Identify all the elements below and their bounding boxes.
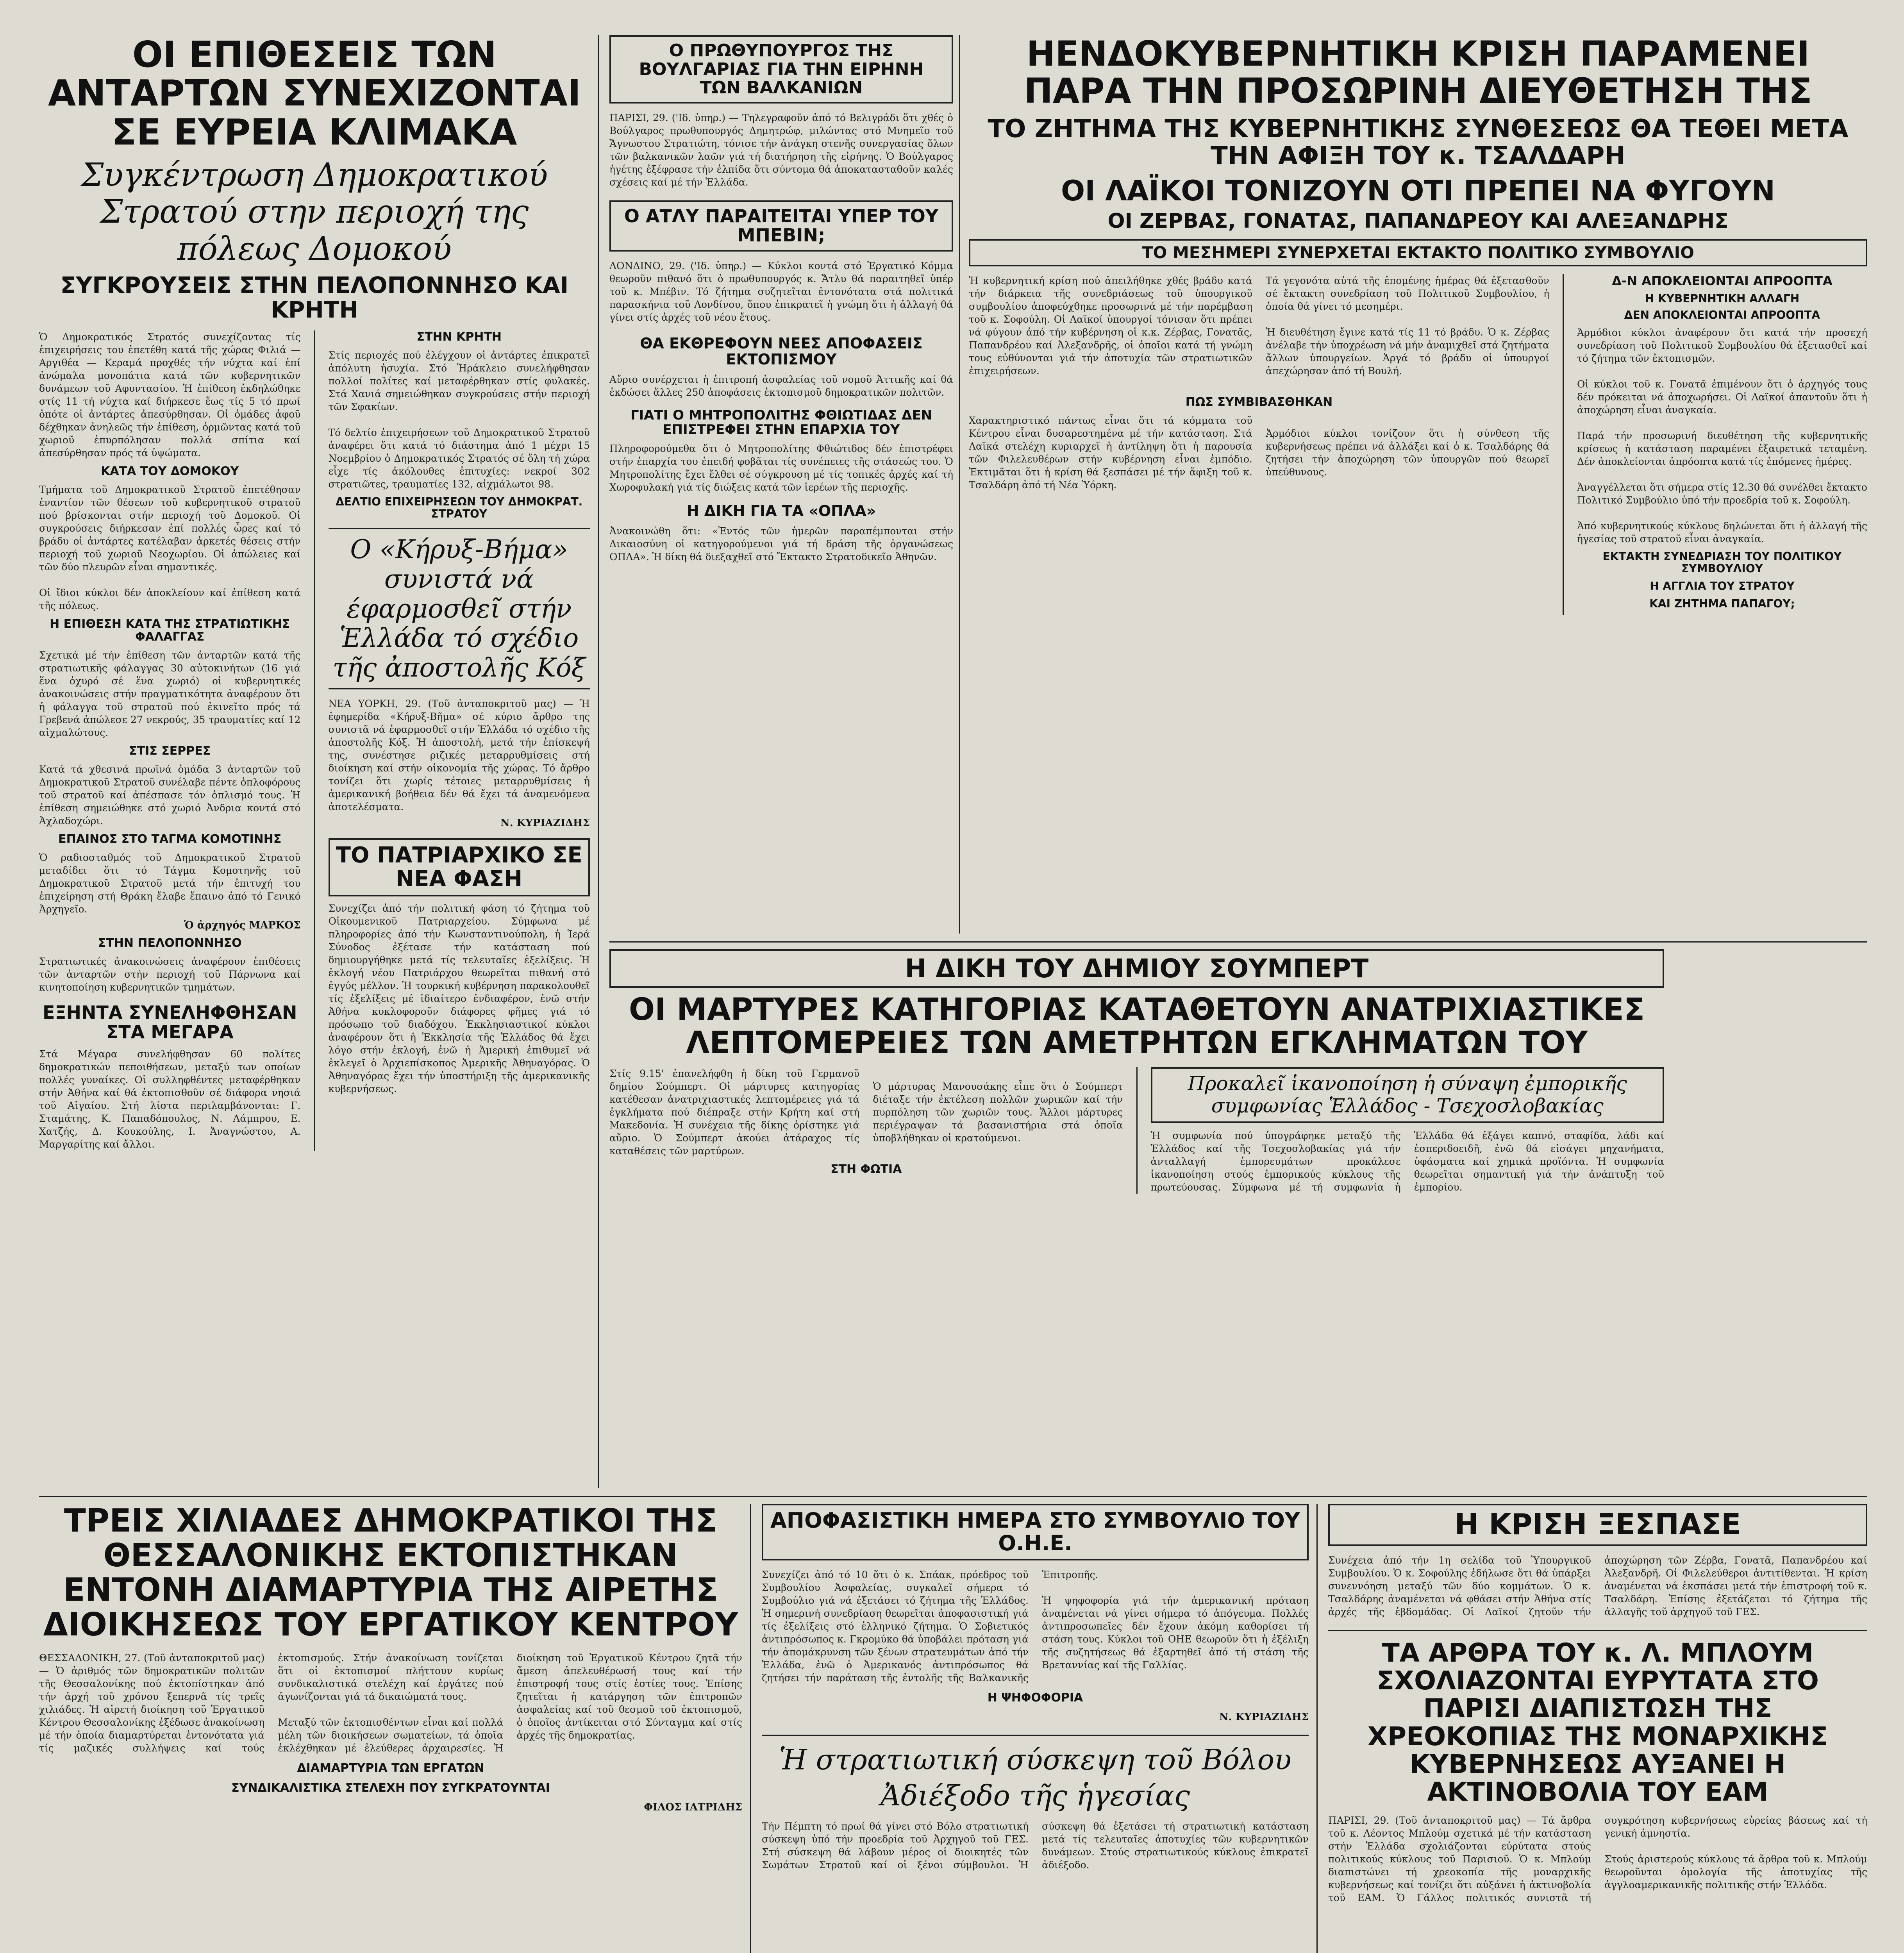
subheadline-trial: ΟΙ ΜΑΡΤΥΡΕΣ ΚΑΤΗΓΟΡΙΑΣ ΚΑΤΑΘΕΤΟΥΝ ΑΝΑΤΡΙΧΙΑΣΤΙΚΕΣ ΛΕΠΤΟΜΕΡΕΙΕΣ ΤΩΝ ΑΜΕΤΡΗΤΩΝ ΕΓΚΛΗΜΑΤΩΝ ΤΟΥ	[629, 992, 1645, 1060]
body-patriarchate: Συνεχίζει ἀπό τήν πολιτική φάση τό ζήτημα τοῦ Οἰκουμενικοῦ Πατριαρχείου. Σύμφωνα μέ πληροφορίες ἀπό τήν Κωνσταντινούπολη, ἡ Ἱερά Σύνοδος ἐξέτασε τήν κατάσταση πού δημιουργήθηκε μετά τίς τελευταῖες ἐξελίξεις. Ἡ ἐκλογή νέου Πατριάρχου θεωρεῖται πιθανή στό ἐγγύς μέλλον. Ἡ τουρκική κυβέρνηση παρακολουθεῖ τίς ἐξελίξεις μέ ἰδιαίτερο ἐνδιαφέρον, ἐνῶ στήν Ἀθήνα κυκλοφοροῦν διάφορες φῆμες γιά τό πρόσωπο τοῦ διαδόχου. Ἐκκλησιαστικοί κύκλοι ἀναφέρουν ὅτι ἡ Ἐκκλησία τῆς Ἑλλάδος θά ἔχει λόγο στήν ἐκλογή, ἐνῶ ἡ Ἀμερική ἐπιθυμεῖ νά ἐκλεγεῖ ὁ Ἀρχιεπίσκοπος Ἀμερικῆς Ἀθηναγόρας. Ὁ Ἀθηναγόρας ἔχει τήν ὑποστήριξη τῆς ἀμερικανικῆς κυβερνήσεως.	[328, 903, 590, 1095]
headline-metropolitan: ΓΙΑΤΙ Ο ΜΗΤΡΟΠΟΛΙΤΗΣ ΦΘΙΩΤΙΔΑΣ ΔΕΝ ΕΠΙΣΤΡΕΦΕΙ ΣΤΗΝ ΕΠΑΡΧΙΑ ΤΟΥ	[630, 407, 932, 437]
headline-trial: Η ΔΙΚΗ ΤΟΥ ΔΗΜΙΟΥ ΣΟΥΜΠΕΡΤ	[609, 949, 1664, 988]
body-crete: Στίς περιοχές πού ἐλέγχουν οἱ ἀντάρτες ἐπικρατεῖ ἀπόλυτη ἡσυχία. Στό Ἡράκλειο συνελήφθησαν πολλοί πολίτες καί μεταφέρθηκαν στίς φυλακές. Στά Χανιά σημειώθηκαν συγκρούσεις στήν περιοχή τῶν Σφακίων. Τό δελτίο ἐπιχειρήσεων τοῦ Δημοκρατικοῦ Στρατοῦ ἀναφέρει ὅτι κατά τό διάστημα ἀπό 1 μέχρι 15 Νοεμβρίου ὁ Δημοκρατικός Στρατός σέ ὅλη τή χώρα εἶχε τίς ἀκόλουθες ἐπιτυχίες: νεκροί 302 στρατιῶτες, τραυματίες 132, αἰχμάλωτοι 98.	[328, 350, 590, 490]
headline-guerrilla: ΟΙ ΕΠΙΘΕΣΕΙΣ ΤΩΝ ΑΝΤΑΡΤΩΝ ΣΥΝΕΧΙΖΟΝΤΑΙ ΣΕ ΕΥΡΕΙΑ ΚΛΙΜΑΚΑ	[48, 35, 581, 153]
subheadline-crisis-2: ΟΙ ΛΑΪΚΟΙ ΤΟΝΙΖΟΥΝ ΟΤΙ ΠΡΕΠΕΙ ΝΑ ΦΥΓΟΥΝ	[1061, 174, 1775, 207]
body-crisis-a: Ἡ κυβερνητική κρίση πού ἀπειλήθηκε χθές βράδυ κατά τήν διάρκεια τῆς συνεδριάσεως τοῦ ὑπουργικοῦ συμβουλίου ἀποφεύχθηκε προσωρινά μέ τήν παρέμβαση τοῦ κ. Σοφούλη. Οἱ Λαϊκοί ὑπουργοί τόνισαν ὅτι πρέπει νά φύγουν ἀπό τήν κυβέρνηση οἱ κ.κ. Ζέρβας, Γονατᾶς, Παπανδρέου καί Ἀλεξανδρῆς, οἱ ὁποῖοι κατά τή γνώμη τους εὐθύνονται γιά τήν ἀποτυχία τῶν στρατιωτικῶν ἐπιχειρήσεων. Τά γεγονότα αὐτά τῆς ἐπομένης ἡμέρας θά ἐξετασθοῦν σέ ἔκτακτη συνεδρίαση τοῦ Πολιτικοῦ Συμβουλίου, ἡ ὁποία θά γίνει τό μεσημέρι. Ἡ διευθέτηση ἔγινε κατά τίς 11 τό βράδυ. Ὁ κ. Ζέρβας ἀνέλαβε τήν ὑποχρέωση νά μήν ἀναμιχθεῖ στά ζητήματα ἄλλων ὑπουργείων. Ἀργά τό βράδυ οἱ ὑπουργοί ἀπεχώρησαν ἀπό τή Βουλή.	[969, 275, 1549, 377]
section-crisis-alt: Η ΚΥΒΕΡΝΗΤΙΚΗ ΑΛΛΑΓΗ	[1645, 292, 1800, 305]
subheadline-guerrilla: Συγκέντρωση Δημοκρατικού Στρατού στην περιοχή της πόλεως Δομοκού	[81, 157, 548, 268]
subheadline-crisis-3: ΟΙ ΖΕΡΒΑΣ, ΓΟΝΑΤΑΣ, ΠΑΠΑΝΔΡΕΟΥ ΚΑΙ ΑΛΕΞΑΝΔΡΗΣ	[1107, 209, 1729, 233]
headline-patriarchate: ΤΟ ΠΑΤΡΙΑΡΧΙΚΟ ΣΕ ΝΕΑ ΦΑΣΗ	[329, 838, 590, 896]
article-guerrilla	[39, 35, 590, 1488]
article-thessaloniki	[39, 1504, 742, 1953]
body-crisis-c: Ἀρμόδιοι κύκλοι ἀναφέρουν ὅτι κατά τήν προσεχή συνεδρίαση τοῦ Πολιτικοῦ Συμβουλίου θά ἐξετασθεῖ καί τό ζήτημα τῶν ἐκτοπισμῶν. Οἱ κύκλοι τοῦ κ. Γονατᾶ ἐπιμένουν ὅτι ὁ ἀρχηγός τους δέν πρόκειται νά ἀποχωρήσει. Οἱ Λαϊκοί ἀπαντοῦν ὅτι ἡ ἀποχώρηση εἶναι ἀναγκαία. Παρά τήν προσωρινή διευθέτηση τῆς κυβερνητικῆς κρίσεως ἡ κατάσταση παραμένει ἐξαιρετικά τεταμένη. Δέν ἀποκλείονται ἀπρόοπτα κατά τίς ἑπόμενες ἡμέρες. Ἀναγγέλλεται ὅτι σήμερα στίς 12.30 θά συνέλθει ἔκτακτο Πολιτικό Συμβούλιο ὑπό τήν προεδρία τοῦ κ. Σοφούλη. Ἀπό κυβερνητικούς κύκλους δηλώνεται ὅτι ἡ ἀλλαγή τῆς ἡγεσίας τοῦ στρατοῦ εἶναι ἀναγκαία.	[1577, 327, 1867, 545]
section-resolution: ΠΩΣ ΣΥΜΒΙΒΑΣΘΗΚΑΝ	[1185, 395, 1333, 409]
body-attlee: ΛΟΝΔΙΝΟ, 29. ('Ιδ. ὑπηρ.) — Κύκλοι κοντά στό Ἐργατικό Κόμμα θεωροῦν πιθανό ὅτι ὁ πρωθυπουργός κ. Ἄτλυ θά παραιτηθεῖ ὑπέρ τοῦ κ. Μπέβιν. Τό ζήτημα συζητεῖται ἐντονότατα στά πολιτικά παρασκήνια τοῦ Λονδίνου, ὅπου ἐπικρατεῖ ἡ γνώμη ὅτι ἡ ἀλλαγή θά γίνει στίς ἀρχές τοῦ νέου ἔτους.	[609, 260, 953, 323]
section-thessaly: Η ΕΠΙΘΕΣΗ ΚΑΤΑ ΤΗΣ ΣΤΡΑΤΙΩΤΙΚΗΣ ΦΑΛΑΓΓΑΣ	[50, 617, 290, 644]
headline-un: ΑΠΟΦΑΣΙΣΤΙΚΗ ΗΜΕΡΑ ΣΤΟ ΣΥΜΒΟΥΛΙΟ ΤΟΥ Ο.Η.Ε.	[762, 1504, 1309, 1560]
body-guerrilla-e: Ὁ ραδιοσταθμός τοῦ Δημοκρατικοῦ Στρατοῦ μεταδίδει ὅτι τό Τάγμα Κομοτηνῆς τοῦ Δημοκρατικοῦ Στρατοῦ μετά τήν ἐπιτυχή του ἐπιχείρηση στή Θράκη ἔλαβε ἔπαινο ἀπό τό Γενικό Ἀρχηγεῖο.	[39, 852, 301, 915]
headline-volos: Ἡ στρατιωτική σύσκεψη τοῦ Βόλου	[779, 1743, 1291, 1776]
section-democratic-report: ΔΕΛΤΙΟ ΕΠΙΧΕΙΡΗΣΕΩΝ ΤΟΥ ΔΗΜΟΚΡΑΤ. ΣΤΡΑΤΟΥ	[336, 495, 583, 521]
section-excluded: ΔΕΝ ΑΠΟΚΛΕΙΟΝΤΑΙ ΑΠΡΟΟΠΤΑ	[1624, 309, 1820, 322]
headline-blum: ΤΑ ΑΡΘΡΑ ΤΟΥ κ. Λ. ΜΠΛΟΥΜ ΣΧΟΛΙΑΖΟΝΤΑΙ ΕΥΡΥΤΑΤΑ ΣΤΟ ΠΑΡΙΣΙ ΔΙΑΠΙΣΤΩΣΗ ΤΗΣ ΧΡΕΟΚΟΠΙΑΣ ΤΗΣ ΜΟΝΑΡΧΙΚΗΣ ΚΥΒΕΡΝΗΣΕΩΣ ΑΥΞΑΝΕΙ Η ΑΚΤΙΝΟΒΟΛΙΑ ΤΟΥ ΕΑΜ	[1367, 1637, 1828, 1807]
section-crete: ΣΤΗΝ ΚΡΗΤΗ	[416, 330, 502, 344]
body-crisis-broke: Συνέχεια ἀπό τήν 1η σελίδα τοῦ Ὑπουργικοῦ Συμβουλίου. Ὁ κ. Σοφούλης ἐδήλωσε ὅτι θά ὑπάρξει συνεννόηση μεταξύ τῶν δύο κομμάτων. Ὁ κ. Τσαλδάρης ἀναμένεται νά φθάσει στήν Ἀθήνα στίς ἀρχές τῆς ἑβδομάδας. Οἱ Λαϊκοί ζητοῦν τήν ἀποχώρηση τῶν Ζέρβα, Γονατᾶ, Παπανδρέου καί Ἀλεξανδρῆ. Οἱ Φιλελεύθεροι ἀντιτίθενται. Ἡ κρίση ἀναμένεται νά ἐκσπάσει μετά τήν ἐπιστροφή τοῦ κ. Τσαλδάρη. Ἐπίσης ἐξετάζεται τό ζήτημα τῆς ἀλλαγῆς τοῦ ἀρχηγοῦ τοῦ ΓΕΣ.	[1328, 1554, 1867, 1617]
section-rule	[39, 1496, 1867, 1497]
column-rule	[598, 35, 599, 1488]
section-komotini: ΕΠΑΙΝΟΣ ΣΤΟ ΤΑΓΜΑ ΚΟΜΟΤΙΝΗΣ	[58, 832, 282, 846]
section-workers: ΔΙΑΜΑΡΤΥΡΙΑ ΤΩΝ ΕΡΓΑΤΩΝ	[297, 1761, 484, 1775]
article-bulgaria	[609, 35, 953, 934]
body-guerrilla-b: Τμήματα τοῦ Δημοκρατικοῦ Στρατοῦ ἐπετέθησαν ἐναντίον τῶν θέσεων τοῦ κυβερνητικοῦ στρατοῦ πού βρίσκονται στήν περιοχή τοῦ Δομοκοῦ. Οἱ συγκρούσεις διήρκεσαν ἐπί πολλές ὧρες καί τό βράδυ οἱ ἀντάρτες κατέλαβαν ἀρκετές θέσεις στήν περιοχή τοῦ χωριοῦ Νεοχωρίου. Οἱ ἀπώλειες καί τῶν δύο πλευρῶν εἶναι σημαντικές. Οἱ ἴδιοι κύκλοι δέν ἀποκλείουν καί ἐπίθεση κατά τῆς πόλεως.	[39, 484, 301, 612]
headline-thessaloniki: ΤΡΕΙΣ ΧΙΛΙΑΔΕΣ ΔΗΜΟΚΡΑΤΙΚΟΙ ΤΗΣ ΘΕΣΣΑΛΟΝΙΚΗΣ ΕΚΤΟΠΙΣΤΗΚΑΝ ΕΝΤΟΝΗ ΔΙΑΜΑΡΤΥΡΙΑ ΤΗΣ ΑΙΡΕΤΗΣ ΔΙΟΙΚΗΣΕΩΣ ΤΟΥ ΕΡΓΑΤΙΚΟΥ ΚΕΝΤΡΟΥ	[43, 1504, 738, 1643]
body-opla: Ἀνακοινώθη ὅτι: «Ἐντός τῶν ἡμερῶν παραπέμπονται στήν Δικαιοσύνη οἱ κατηγορούμενοι γιά τή δράση τῆς ὀργανώσεως ΟΠΛΑ». Ἡ δίκη θά διεξαχθεῖ στό Ἔκτακτο Στρατοδικεῖο Ἀθηνῶν.	[609, 525, 953, 563]
subheadline-guerrilla-2: ΣΥΓΚΡΟΥΣΕΙΣ ΣΤΗΝ ΠΕΛΟΠΟΝΝΗΣΟ ΚΑΙ ΚΡΗΤΗ	[60, 271, 569, 323]
subheadline-volos: Ἀδιέξοδο τῆς ἡγεσίας	[880, 1779, 1190, 1812]
article-crisis-broke	[1328, 1504, 1867, 1953]
column-rule	[314, 330, 315, 1150]
section-papagos: ΚΑΙ ΖΗΤΗΜΑ ΠΑΠΑΓΟΥ;	[1649, 597, 1795, 610]
section-fire: ΣΤΗ ΦΩΤΙΑ	[831, 1162, 902, 1176]
body-volos: Τήν Πέμπτη τό πρωί θά γίνει στό Βόλο στρατιωτική σύσκεψη ὑπό τήν προεδρία τοῦ Ἀρχηγοῦ τοῦ ΓΕΣ. Στή σύσκεψη θά λάβουν μέρος οἱ διοικητές τῶν Σωμάτων Στρατοῦ καί οἱ ξένοι σύμβουλοι. Ἡ σύσκεψη θά ἐξετάσει τή στρατιωτική κατάσταση μετά τίς τελευταῖες ἀποτυχίες τῶν κυβερνητικῶν δυνάμεων. Στούς στρατιωτικούς κύκλους ἐπικρατεῖ ἀδιέξοδο.	[762, 1821, 1309, 1871]
body-blum: ΠΑΡΙΣΙ, 29. (Τοῦ ἀνταποκριτοῦ μας) — Τά ἄρθρα τοῦ κ. Λέοντος Μπλούμ σχετικά μέ τήν κατάσταση στήν Ἑλλάδα σχολιάζονται εὐρύτατα στούς πολιτικούς κύκλους τοῦ Παρισιοῦ. Ὁ κ. Μπλούμ διαπιστώνει τή χρεοκοπία τῆς μοναρχικῆς κυβερνήσεως καί τονίζει ὅτι αὐξάνει ἡ ἀκτινοβολία τοῦ ΕΑΜ. Ὁ Γάλλος πολιτικός συνιστᾶ τή συγκρότηση κυβερνήσεως εὐρείας βάσεως καί τή γενική ἀμνηστία. Στούς ἀριστερούς κύκλους τά ἄρθρα τοῦ κ. Μπλούμ θεωροῦνται ὁμολογία τῆς ἀποτυχίας τῆς ἀγγλοαμερικανικῆς πολιτικῆς στήν Ἑλλάδα.	[1328, 1814, 1867, 1903]
headline-crisis-broke: Η ΚΡΙΣΗ ΞΕΣΠΑΣΕ	[1328, 1504, 1867, 1546]
section-rule	[609, 941, 1867, 943]
body-exile: Αὔριο συνέρχεται ἡ ἐπιτροπή ἀσφαλείας τοῦ νομοῦ Ἀττικῆς καί θά ἐκδώσει ἄλλες 250 ἀποφάσεις ἐκτοπισμοῦ δημοκρατικῶν πολιτῶν.	[609, 373, 953, 398]
headline-crisis: ΗΕΝΔΟΚΥΒΕΡΝΗΤΙΚΗ ΚΡΙΣΗ ΠΑΡΑΜΕΝΕΙ ΠΑΡΑ ΤΗΝ ΠΡΟΣΩΡΙΝΗ ΔΙΕΥΘΕΤΗΣΗ ΤΗΣ	[1024, 35, 1812, 111]
body-guerrilla-a: Ὁ Δημοκρατικός Στρατός συνεχίζοντας τίς ἐπιχειρήσεις του ἐπετέθη κατά τῆς χώρας Φιλιά — Αργιθέα — Κεραμά προχθές τήν νύχτα καί ἐπί ἀνώμαλα μονοπάτια κατά τῶν κυβερνητικῶν δυνάμεων τοῦ Αφυντασίου. Ἡ ἐπίθεση ἐκδηλώθηκε στίς 11 τή νύχτα καί διήρκεσε ἕως τίς 5 τό πρωί ὁπότε οἱ ἀντάρτες ἀπεσύρθησαν. Οἱ ὁμάδες ἀφοῦ δέχθηκαν ἀνηλεῶς τήν ἐπίθεση, ὁρμῶντας κατά τοῦ χωριοῦ ἐπυρπόλησαν πολλά σπίτια καί ἀπεσύρθησαν πρός τά ὑψώματα.	[39, 331, 301, 459]
column-rule	[1563, 274, 1564, 615]
signature-kyriazidis-2: Ν. ΚΥΡΙΑΖΙΔΗΣ	[1219, 1711, 1309, 1723]
section-unions: ΣΥΝΔΙΚΑΛΙΣΤΙΚΑ ΣΤΕΛΕΧΗ ΠΟΥ ΣΥΓΚΡΑΤΟΥΝΤΑΙ	[231, 1781, 550, 1795]
column-rule	[750, 1504, 751, 1953]
body-un: Συνεχίζει ἀπό τό 10 ὅτι ὁ κ. Σπάακ, πρόεδρος τοῦ Συμβουλίου Ἀσφαλείας, συγκαλεῖ σήμερα τό Συμβούλιο γιά νά ἐξετάσει τό ζήτημα τῆς Ἑλλάδος. Ἡ σημερινή συνεδρίαση θεωρεῖται ἀποφασιστική γιά τίς ἐξελίξεις στό ἑλληνικό ζήτημα. Ὁ Σοβιετικός ἀντιπρόσωπος κ. Γκρομύκο θά ὑποβάλει πρόταση γιά τήν ἀπομάκρυνση τῶν ξένων στρατευμάτων ἀπό τήν Ἑλλάδα, ἐνῶ ὁ Ἀμερικανός ἀντιπρόσωπος θά ζητήσει τήν παράταση τῆς ἐντολῆς τῆς Βαλκανικῆς Ἐπιτροπῆς. Ἡ ψηφοφορία γιά τήν ἀμερικανική πρόταση ἀναμένεται νά γίνει σήμερα τό ἀπόγευμα. Πολλές ἀντιπροσωπεῖες δέν ἔχουν ἀκόμη καθορίσει τή στάση τους. Κύκλοι τοῦ ΟΗΕ θεωροῦν ὅτι ἡ ἐξέλιξη τῆς συζητήσεως θά ἐξαρτηθεῖ ἀπό τή στάση τῆς Βρεταννίας καί τῆς Γαλλίας.	[762, 1569, 1309, 1683]
column-rule	[1316, 1504, 1318, 1953]
article-trial	[609, 949, 1664, 1488]
headline-opla: Η ΔΙΚΗ ΓΙΑ ΤΑ «ΟΠΛΑ»	[686, 502, 876, 520]
headline-kos: Ο «Κήρυξ-Βήμα» συνιστά νά έφαρμοσθεῖ στήν Ἑλλάδα τό σχέδιο τῆς ἀποστολῆς Κόξ	[332, 534, 586, 683]
body-guerrilla-c: Σχετικά μέ τήν ἐπίθεση τῶν ἀνταρτῶν κατά τῆς στρατιωτικῆς φάλαγγας 30 αὐτοκινήτων (16 γιά ἕνα ὀχυρό σέ ἕνα χωριό) οἱ κυβερνητικές ἀνακοινώσεις στήν πραγματικότητα ἀναφέρουν ὅτι ἡ φάλαγγα τοῦ στρατοῦ πού ἐκινεῖτο πρός τά Γρεβενά ἀπώλεσε 27 νεκρούς, 35 τραυματίες καί 12 αἰχμαλώτους.	[39, 650, 301, 739]
signature-kyriazidis: Ν. ΚΥΡΙΑΖΙΔΗΣ	[500, 817, 590, 829]
body-bulgaria: ΠΑΡΙΣΙ, 29. ('Ιδ. ὑπηρ.) — Τηλεγραφοῦν ἀπό τό Βελιγράδι ὅτι χθές ὁ Βούλγαρος πρωθυπουργός Δημητρώφ, μιλώντας στό Μνημεῖο τοῦ Ἄγνωστου Στρατιώτη, τόνισε τήν ἀνάγκη στενῆς συνεργασίας ὅλων τῶν βαλκανικῶν λαῶν γιά τή διατήρηση τῆς εἰρήνης. Ὁ Βούλγαρος ἡγέτης ἐξέφρασε τήν ἐλπίδα ὅτι σύντομα θά ἀποκατασταθοῦν καλές σχέσεις καί μέ τήν Ἑλλάδα.	[609, 112, 953, 188]
body-trial: Στίς 9.15' ἐπανελήφθη ἡ δίκη τοῦ Γερμανοῦ δημίου Σούμπερτ. Οἱ μάρτυρες κατηγορίας κατέθεσαν ἀνατριχιαστικές λεπτομέρειες γιά τά ἐγκλήματα πού διέπραξε στήν Κρήτη καί στή Μακεδονία. Ἡ συνέχεια τῆς δίκης ὁρίστηκε γιά αὔριο. Ὁ Σούμπερτ ἀκούει ἀτάραχος τίς καταθέσεις τῶν μαρτύρων. Ὁ μάρτυρας Μανουσάκης εἶπε ὅτι ὁ Σούμπερτ διέταξε τήν ἐκτέλεση πολλῶν χωρικῶν καί τήν πυρπόληση τῶν χωριῶν τους. Ἄλλοι μάρτυρες περιέγραψαν τά βασανιστήρια στά ὁποῖα ὑποβλήθηκαν οἱ κρατούμενοι.	[609, 1068, 1123, 1157]
body-guerrilla-f: Στρατιωτικές ἀνακοινώσεις ἀναφέρουν ἐπιθέσεις τῶν ἀνταρτῶν στήν περιοχή τοῦ Πάρνωνα καί κινητοποίηση κυβερνητικῶν τμημάτων.	[39, 956, 301, 993]
body-metropolitan: Πληροφορούμεθα ὅτι ὁ Μητροπολίτης Φθιώτιδος δέν ἐπιστρέφει στήν ἐπαρχία του ἐπειδή φοβᾶται τίς συνέπειες τῆς στάσεώς του. Ὁ Μητροπολίτης ἔχει ἔλθει σέ σύγκρουση μέ τίς τοπικές ἀρχές καί τή Χωροφυλακή γιά τίς διώξεις κατά τῶν ἱερέων τῆς περιοχῆς.	[609, 443, 953, 493]
body-thessaloniki: ΘΕΣΣΑΛΟΝΙΚΗ, 27. (Τοῦ ἀνταποκριτοῦ μας) — Ὁ ἀριθμός τῶν δημοκρατικῶν πολιτῶν τῆς Θεσσαλονίκης πού ἐκτοπίστηκαν ἀπό τήν ἀρχή τοῦ χρόνου ξεπερνᾶ τίς τρεῖς χιλιάδες. Ἡ αἱρετή διοίκηση τοῦ Ἐργατικοῦ Κέντρου Θεσσαλονίκης ἐξέδωσε ἀνακοίνωση μέ τήν ὁποία διαμαρτύρεται ἐντονότατα γιά τίς μαζικές συλλήψεις καί τούς ἐκτοπισμούς. Στήν ἀνακοίνωση τονίζεται ὅτι οἱ ἐκτοπισμοί πλήττουν κυρίως συνδικαλιστικά στελέχη καί ἐργάτες πού ἀγωνίζονται γιά τά δικαιώματά τους. Μεταξύ τῶν ἐκτοπισθέντων εἶναι καί πολλά μέλη τῶν διοικήσεων σωματείων, τά ὁποῖα ἐκλέχθηκαν μέ ἐλεύθερες ἀρχαιρεσίες. Ἡ διοίκηση τοῦ Ἐργατικοῦ Κέντρου ζητᾶ τήν ἄμεση ἀπελευθέρωσή τους καί τήν ἐπιστροφή τους στίς ἑστίες τους. Ἐπίσης ζητεῖται ἡ κατάργηση τῶν ἐπιτροπῶν ἀσφαλείας καί τοῦ θεσμοῦ τοῦ ἐκτοπισμοῦ, ὁ ὁποῖος ἀντίκειται στό Σύνταγμα καί στίς ἀρχές τῆς δημοκρατίας.	[39, 1652, 742, 1754]
signature-markos: Ὁ ἀρχηγός ΜΑΡΚΟΣ	[184, 919, 301, 932]
body-megara: Στά Μέγαρα συνελήφθησαν 60 πολίτες δημοκρατικών πεποιθήσεων, μεταξύ των οποίων πολλές γυναίκες. Οἱ συλληφθέντες μεταφέρθηκαν στήν Ἀθήνα καί θά ἐκτοπισθοῦν σέ διάφορα νησιά τοῦ Αἰγαίου. Στή λίστα περιλαμβάνονται: Γ. Σταμάτης, Κ. Παπαδόπουλος, Ν. Λάμπρου, Ε. Χατζής, Δ. Κουκούλης, Ι. Ἀναγνώστου, Α. Μαργαρίτης καί ἄλλοι.	[39, 1048, 301, 1150]
section-peloponnese: ΣΤΗΝ ΠΕΛΟΠΟΝΝΗΣΟ	[98, 936, 242, 950]
section-army: Η ΑΓΓΛΙΑ ΤΟΥ ΣΤΡΑΤΟΥ	[1650, 579, 1795, 593]
column-rule	[959, 35, 960, 934]
article-crisis	[969, 35, 1867, 934]
column-rule	[1136, 1067, 1138, 1194]
subheadline-crisis: ΤΟ ΖΗΤΗΜΑ ΤΗΣ ΚΥΒΕΡΝΗΤΙΚΗΣ ΣΥΝΘΕΣΕΩΣ ΘΑ ΤΕΘΕΙ ΜΕΤΑ ΤΗΝ ΑΦΙΞΗ ΤΟΥ κ. ΤΣΑΛΔΑΡΗ	[988, 114, 1849, 171]
signature-iatridis: ΦΙΛΟΣ ΙΑΤΡΙΔΗΣ	[644, 1801, 742, 1814]
headline-bulgaria: Ο ΠΡΩΘΥΠΟΥΡΓΟΣ ΤΗΣ ΒΟΥΛΓΑΡΙΑΣ ΓΙΑ ΤΗΝ ΕΙΡΗΝΗ ΤΩΝ ΒΑΛΚΑΝΙΩΝ	[609, 35, 953, 104]
headline-attlee: Ο ΑΤΛΥ ΠΑΡΑΙΤΕΙΤΑΙ ΥΠΕΡ ΤΟΥ ΜΠΕΒΙΝ;	[609, 200, 953, 252]
body-guerrilla-d: Κατά τά χθεσινά πρωϊνά ὁμάδα 3 ἀνταρτῶν τοῦ Δημοκρατικοῦ Στρατοῦ συνέλαβε πέντε ὁπλοφόρους τοῦ στρατοῦ καί ἀπέσπασε τόν ὁπλισμό τους. Ἡ ἐπίθεση σημειώθηκε στό χωριό Ἀνδρια κοντά στό Ἀχλαδοχώρι.	[39, 764, 301, 827]
section-emergency: ΕΚΤΑΚΤΗ ΣΥΝΕΔΡΙΑΣΗ ΤΟΥ ΠΟΛΙΤΙΚΟΥ ΣΥΜΒΟΥΛΙΟΥ	[1602, 550, 1842, 575]
section-serres: ΣΤΙΣ ΣΕΡΡΕΣ	[129, 744, 211, 758]
headline-megara: ΕΞΗΝΤΑ ΣΥΝΕΛΗΦΘΗΣΑΝ ΣΤΑ ΜΕΓΑΡΑ	[43, 1002, 297, 1043]
section-vote: Η ΨΗΦΟΦΟΡΙΑ	[987, 1691, 1083, 1705]
article-un	[762, 1504, 1309, 1953]
kicker-crisis-2: Δ-Ν ΑΠΟΚΛΕΙΟΝΤΑΙ ΑΠΡΟΟΠΤΑ	[1612, 273, 1833, 289]
section-domokos: ΚΑΤΑ ΤΟΥ ΔΟΜΟΚΟΥ	[101, 464, 239, 478]
body-kos: ΝΕΑ ΥΟΡΚΗ, 29. (Τοῦ ἀνταποκριτοῦ μας) — Ἡ ἐφημερίδα «Κήρυξ-Βῆμα» σέ κύριο ἄρθρο της συνιστᾶ νά ἐφαρμοσθεῖ στήν Ἑλλάδα τό σχέδιο τῆς ἀποστολῆς Κόξ. Ἡ ἀποστολή, μετά τήν ἐπίσκεψή της, συνέστησε ριζικές μεταρρυθμίσεις στή διοίκηση καί στήν οἰκονομία τῆς χώρας. Τό ἄρθρο τονίζει ὅτι χωρίς τέτοιες μεταρρυθμίσεις ἡ ἀμερικανική βοήθεια δέν θά ἔχει τά ἀναμενόμενα ἀποτελέσματα.	[328, 698, 590, 813]
kicker-crisis: ΤΟ ΜΕΣΗΜΕΡΙ ΣΥΝΕΡΧΕΤΑΙ ΕΚΤΑΚΤΟ ΠΟΛΙΤΙΚΟ ΣΥΜΒΟΥΛΙΟ	[969, 239, 1867, 266]
headline-trade: Προκαλεῖ ἱκανοποίηση ἡ σύναψη ἐμπορικῆς συμφωνίας Ἑλλάδος - Τσεχοσλοβακίας	[1151, 1067, 1665, 1123]
headline-execution: ΘΑ ΕΚΘΡΕΦΟΥΝ ΝΕΕΣ ΑΠΟΦΑΣΕΙΣ ΕΚΤΟΠΙΣΜΟΥ	[640, 334, 923, 368]
body-crisis-b: Χαρακτηριστικό πάντως εἶναι ὅτι τά κόμματα τοῦ Κέντρου εἶναι δυσαρεστημένα μέ τήν κατάσταση. Στά Λαϊκά στελέχη κυριαρχεῖ ἡ ἀντίληψη ὅτι ἡ παρουσία τῶν Φιλελευθέρων στήν κυβέρνηση εἶναι ἐμπόδιο. Ἐκτιμᾶται ὅτι ἡ κρίση θά ξεσπάσει μέ τήν ἄφιξη τοῦ κ. Τσαλδάρη ἀπό τή Νέα Ὑόρκη. Ἀρμόδιοι κύκλοι τονίζουν ὅτι ἡ σύνθεση τῆς κυβερνήσεως πρέπει νά ἀλλάξει καί ὁ κ. Τσαλδάρης θά ζητήσει τήν ἀποχώρηση τῶν ὑπουργῶν πού θεωρεῖ ὑπεύθυνους.	[969, 415, 1549, 491]
body-trade: Ἡ συμφωνία πού ὑπογράφηκε μεταξύ τῆς Ἑλλάδος καί τῆς Τσεχοσλοβακίας γιά τήν ἀνταλλαγή ἐμπορευμάτων προκάλεσε ἱκανοποίηση στούς ἐμπορικούς κύκλους τῆς πρωτεύουσας. Σύμφωνα μέ τή συμφωνία ἡ Ἑλλάδα θά ἐξάγει καπνό, σταφίδα, λάδι καί ἐσπεριδοειδῆ, ἐνῶ θά εἰσάγει μηχανήματα, ὑφάσματα καί χημικά προϊόντα. Ἡ συμφωνία θεωρεῖται σημαντική γιά τήν ἀνάπτυξη τοῦ ἐμπορίου.	[1150, 1130, 1664, 1193]
